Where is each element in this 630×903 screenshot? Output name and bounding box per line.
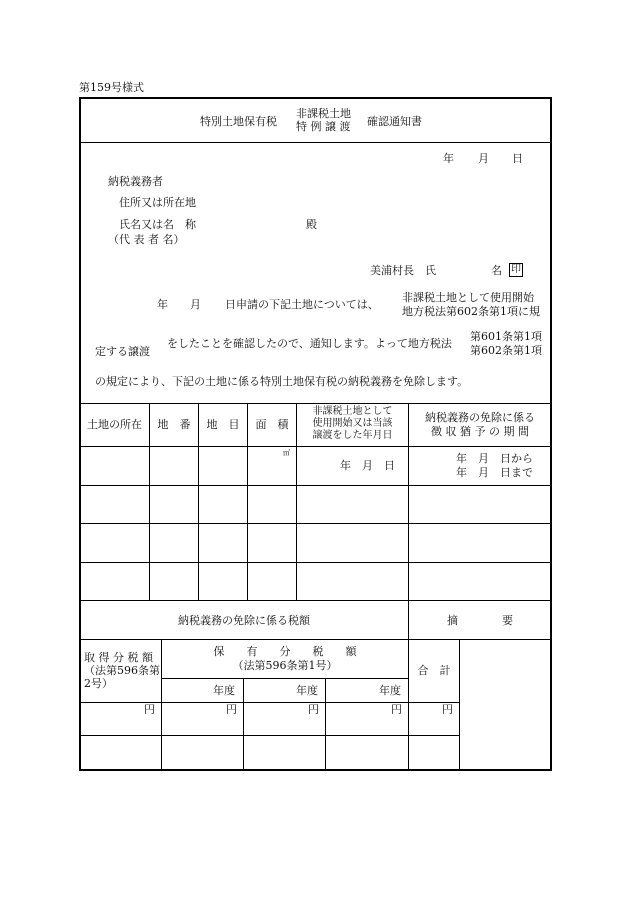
- yen-fy2: 円: [308, 703, 319, 716]
- yen-total: 円: [442, 703, 453, 716]
- col-category: [198, 403, 199, 600]
- header-date-line1: 非課税土地として: [312, 406, 393, 417]
- col-fy3: [325, 678, 326, 770]
- tax-section-title: 納税義務の免除に係る税額: [178, 614, 310, 627]
- title-stack-top: 非課税土地: [296, 107, 351, 120]
- header-area: 面 積: [255, 418, 289, 431]
- period-to: 年 月 日まで: [456, 466, 533, 479]
- body-line1-right-top: 非課税土地として使用開始: [402, 291, 534, 304]
- taxpayer-label: 納税義務者: [108, 175, 163, 188]
- acquisition-line3: 2号）: [84, 677, 113, 690]
- seal-mark: 印: [511, 264, 521, 275]
- holding-sub: （法第596条第1号）: [232, 659, 338, 672]
- col-remarks-body: [459, 639, 460, 770]
- col-total: [408, 639, 409, 770]
- name-label: 氏名又は名 称: [119, 218, 196, 231]
- title-suffix: 確認通知書: [367, 115, 422, 128]
- period-from: 年 月 日から: [456, 452, 533, 465]
- header-lot: 地 番: [157, 418, 191, 431]
- header-category: 地 目: [206, 418, 240, 431]
- fiscal-year-3: 年度: [379, 684, 401, 697]
- body-line2-left: 定する譲渡: [95, 345, 150, 358]
- divider-tax-row2: [79, 735, 459, 736]
- divider-land-end: [79, 600, 552, 601]
- date-day: 日: [512, 152, 523, 165]
- divider-tax-title: [79, 639, 552, 640]
- mayor-label: 美浦村長 氏 名: [370, 264, 502, 277]
- col-lot: [149, 403, 150, 600]
- header-period-line1: 納税義務の免除に係る: [425, 411, 535, 424]
- divider-title: [79, 142, 552, 143]
- body-month: 月: [190, 298, 201, 311]
- title-main: 特別土地保有税: [200, 115, 277, 128]
- col-area: [247, 403, 248, 600]
- body-line2-right-bottom: 第602条第1項: [470, 344, 542, 357]
- title-stack-bottom: 特 例 譲 渡: [296, 120, 351, 133]
- body-line2-mid: をしたことを確認したので、通知します。よって地方税法: [167, 337, 452, 350]
- date-month: 月: [478, 152, 489, 165]
- acquisition-line2: （法第596条第: [84, 664, 160, 677]
- body-line1: 日申請の下記土地については、: [225, 298, 379, 311]
- remarks-label: 摘 要: [447, 614, 513, 627]
- form-number: 第159号様式: [79, 81, 144, 94]
- address-label: 住所又は所在地: [119, 196, 196, 209]
- header-date-line2: 使用開始又は当該: [312, 418, 393, 429]
- acquisition-line1: 取 得 分 税 額: [84, 651, 153, 664]
- yen-fy3: 円: [391, 703, 402, 716]
- fiscal-year-1: 年度: [213, 684, 235, 697]
- yen-fy1: 円: [226, 703, 237, 716]
- holding-title: 保 有 分 税 額: [213, 645, 357, 658]
- header-date-line3: 譲渡をした年月日: [312, 430, 393, 441]
- body-line2-right-top: 第601条第1項: [470, 330, 542, 343]
- unit-area: ㎡: [283, 449, 290, 457]
- header-location: 土地の所在: [87, 418, 142, 431]
- land-date-ymd: 年 月 日: [340, 459, 395, 472]
- body-line3: の規定により、下記の土地に係る特別土地保有税の納税義務を免除します。: [95, 375, 469, 388]
- col-fy2: [243, 678, 244, 770]
- body-year: 年: [157, 298, 168, 311]
- date-year: 年: [443, 152, 454, 165]
- fiscal-year-2: 年度: [296, 684, 318, 697]
- divider-tax-row1: [79, 702, 459, 703]
- header-period-line2: 徴 収 猶 予 の 期 間: [431, 425, 529, 438]
- body-line1-right-bottom: 地方税法第602条第1項に規: [402, 305, 540, 318]
- divider-holding-sub: [161, 678, 408, 679]
- yen-acquisition: 円: [144, 703, 155, 716]
- representative-label: （代 表 者 名）: [108, 233, 185, 246]
- honorific: 殿: [306, 218, 317, 231]
- total-label: 合 計: [417, 664, 451, 677]
